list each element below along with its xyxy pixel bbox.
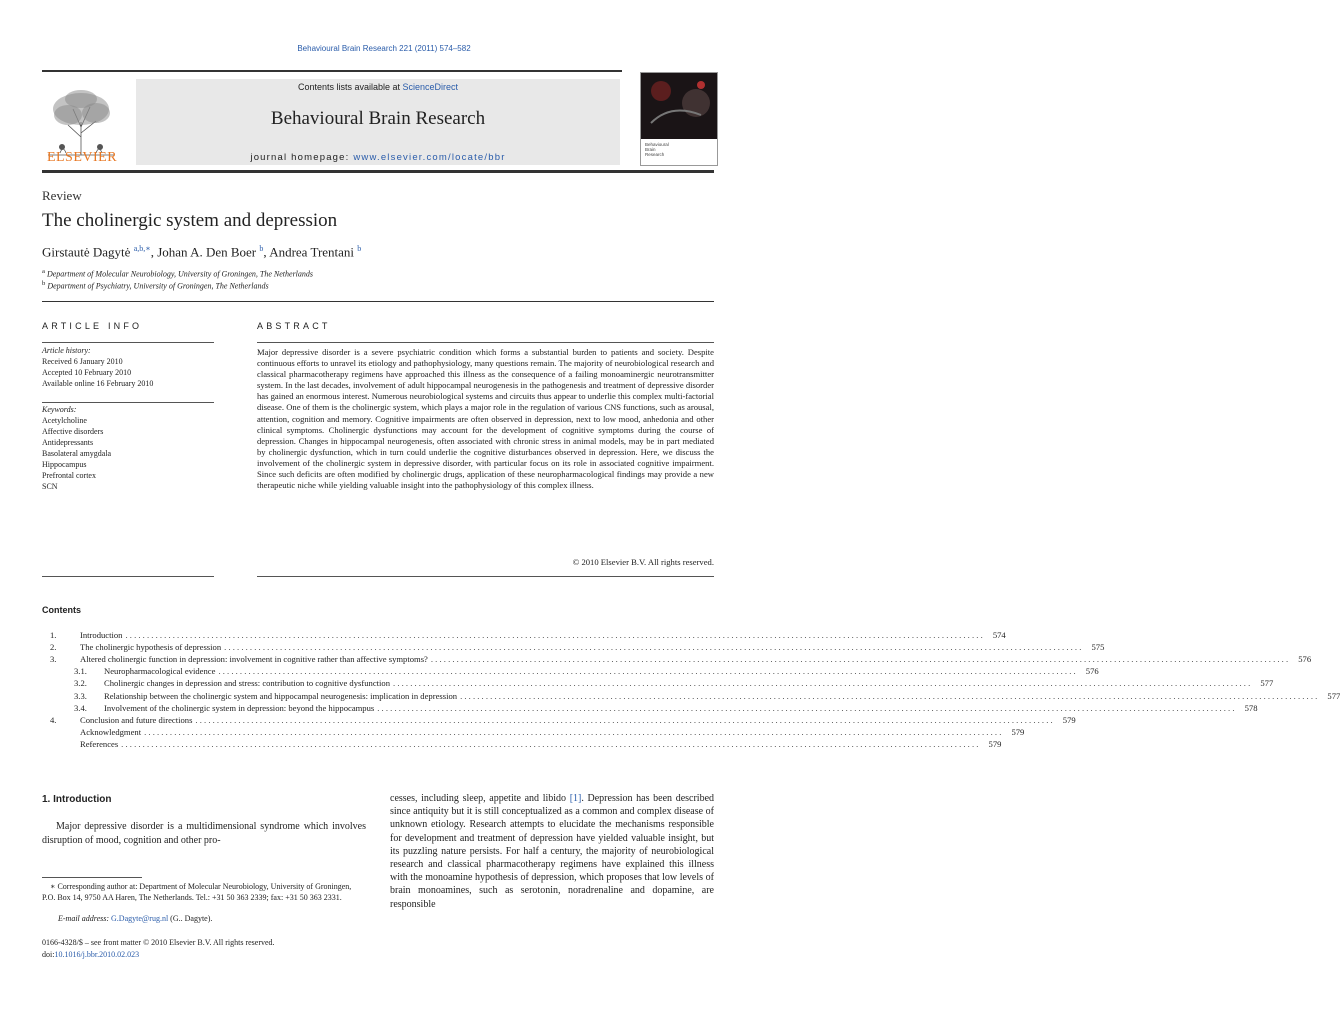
affiliation-text: Department of Molecular Neurobiology, University of Groningen, The Netherlands (46, 269, 314, 279)
toc-label[interactable]: Introduction (80, 630, 123, 640)
article-section-type: Review (42, 188, 82, 203)
keyword: Acetylcholine (42, 416, 87, 425)
toc-number: 4. (50, 714, 57, 725)
toc-number: 3.4. (74, 702, 87, 713)
doi-label: doi: (42, 950, 55, 959)
email-link[interactable]: G.Dagyte@rug.nl (111, 914, 169, 923)
toc-page: 574 (992, 630, 1006, 640)
toc-leader: . . . . . . . . . . . . . . . . . . . . . . . . . . . . . . . . . . . . . . . . . . . . . . . . . . . . . . . . . . . . . . . . . . . . . . . . . . . . . . . . . . . . . . . . . . . . . . . . . . . . . . . . . . . . . . . . . . . . . . . . . . . . . . . . . . . . . . . . . . . . . . . . . . . . . . . . . . . . . . . . . . . . . . . . . . . . . . . . . . . . . . . . . . . . . . . . . . . . . . . . (144, 726, 1002, 737)
history-entry: Received 6 January 2010 (42, 357, 123, 366)
affiliation-mark: b (42, 280, 46, 287)
masthead-bottom-rule (42, 170, 714, 173)
author-separator: , (150, 244, 158, 260)
toc-leader: . . . . . . . . . . . . . . . . . . . . . . . . . . . . . . . . . . . . . . . . . . . . . . . . . . . . . . . . . . . . . . . . . . . . . . . . . . . . . . . . . . . . . . . . . . . . . . . . . . . . . . . . . . . . . . . . . . . . . . . . . . . . . . . . . . . . . . . . . . . . . . . . . . . . . . . . . . . . . . . . . . . . . . . . . . . . . . . . . . . . . . . . . . . . . . . . . . . . . . . . (125, 630, 983, 640)
toc-number: 3.2. (74, 678, 87, 689)
keywords-heading: Keywords: (42, 405, 77, 414)
author-name: Andrea Trentani (269, 244, 355, 260)
contents-heading: Contents (42, 605, 81, 615)
elsevier-wordmark: ELSEVIER (46, 150, 118, 165)
abstract-body: Major depressive disorder is a severe psychiatric condition which forms a substantial burden to patients and society. Despite continuous efforts to unravel its etiology and pathophysiology, many questions remain. The majority of neurobiological research and classical pharmacotherapy regimens have approached this illness as the consequence of a failing monoaminergic neurotransmitter system. In the last decades, involvement of adult hippocampal neurogenesis in the pathogenesis and treatment of depressive disorder has gained an enormous interest. Numerous neurobiological systems and circuits thus appear to underlie this complex multi-factorial disease. One of them is the cholinergic system, which plays a major role in the regulation of various CNS functions, such as arousal, attention, cognition and memory. Cognitive impairments are often observed in depression, next to low mood, anhedonia and other clinical symptoms. Cholinergic dysfunctions may account for the development of cognitive symptoms during the course of depression. Changes in hippocampal neurogenesis, often associated with chronic stress in animal models, may be in part mediated by cholinergic dysfunction, which in turn could underlie the cognitive disturbances observed in depression. Here, we discuss the involvement of the cholinergic system in depressive disorder, with particular focus on its role in associated cognitive impairment. Since such deficits are often modified by cholinergic drugs, application of these neuropharmacological findings may provide a new therapeutic niche while yielding valuable insight into the pathophysiology of this complex illness. (257, 347, 714, 491)
toc-number: 3.1. (74, 666, 87, 677)
article-info-heading: ARTICLE INFO (42, 321, 143, 331)
article-history-heading: Article history: (42, 346, 91, 355)
toc-page: 575 (1091, 642, 1105, 653)
toc-page: 576 (1085, 666, 1099, 677)
introduction-continued (390, 792, 714, 911)
sciencedirect-link[interactable]: ScienceDirect (402, 82, 459, 92)
contents-availability (136, 82, 620, 92)
toc-label[interactable]: Cholinergic changes in depression and stress: contribution to cognitive dysfunction (104, 678, 391, 689)
toc-entry[interactable] (42, 690, 1340, 703)
toc-label[interactable]: Altered cholinergic function in depression: involvement in cognitive rather than affective symptoms? (80, 654, 428, 665)
article-info-rule (42, 576, 214, 577)
toc-page: 578 (1244, 702, 1258, 713)
keyword: Affective disorders (42, 427, 104, 436)
toc-entry[interactable] (42, 642, 1105, 654)
keyword: Basolateral amygdala (42, 449, 112, 458)
email-label: E-mail address: (58, 914, 112, 923)
toc-page: 579 (1062, 714, 1076, 725)
toc-leader: . . . . . . . . . . . . . . . . . . . . . . . . . . . . . . . . . . . . . . . . . . . . . . . . . . . . . . . . . . . . . . . . . . . . . . . . . . . . . . . . . . . . . . . . . . . . . . . . . . . . . . . . . . . . . . . . . . . . . . . . . . . . . . . . . . . . . . . . . . . . . . . . . . . . . . . . . . . . . . . . . . . . . . . . . . . . . . . . . . . . . . . . . . . . . . . . . . . . . . . . (195, 714, 1053, 725)
toc-leader: . . . . . . . . . . . . . . . . . . . . . . . . . . . . . . . . . . . . . . . . . . . . . . . . . . . . . . . . . . . . . . . . . . . . . . . . . . . . . . . . . . . . . . . . . . . . . . . . . . . . . . . . . . . . . . . . . . . . . . . . . . . . . . . . . . . . . . . . . . . . . . . . . . . . . . . . . . . . . . . . . . . . . . . . . . . . . . . . . . . . . . . . . . . . . . . . . . . . . . . . (460, 690, 1318, 701)
toc-page: 577 (1327, 690, 1340, 701)
body-text: cesses, including sleep, appetite and libido (390, 793, 570, 804)
article-info-rule (42, 342, 214, 343)
toc-label[interactable]: Conclusion and future directions (80, 714, 193, 725)
copyright-notice: © 2010 Elsevier B.V. All rights reserved. (572, 557, 714, 567)
toc-page: 579 (988, 738, 1002, 749)
toc-entry[interactable] (42, 678, 1274, 690)
reference-link[interactable]: [1] (569, 793, 582, 804)
toc-label[interactable]: Neuropharmacological evidence (104, 666, 216, 677)
toc-page: 577 (1260, 678, 1274, 689)
email-suffix: (G.. Dagyte). (168, 914, 213, 923)
affiliation-text: Department of Psychiatry, University of Groningen, The Netherlands (47, 281, 269, 291)
body-text: . Depression has been described since antiquity but it is still conceptualized as a common and complex disease of unknown etiology. Research attempts to elucidate the mechanisms responsible for development and treatment of depression have yielded valuable insight, but its puzzling nature persists. For half a century, the majority of neurobiological research and classical pharmacotherapy regimens have explained this illness with the monoamine hypothesis of depression, which proposes that low levels of brain monoamines, such as serotonin, noradrenaline and dopamine, are responsible (390, 793, 715, 910)
title-divider (42, 301, 714, 302)
toc-label[interactable]: The cholinergic hypothesis of depression (80, 642, 222, 653)
email-note (58, 914, 212, 923)
introduction-paragraph: Major depressive disorder is a multidimensional syndrome which involves disruption of mood, cognition and other pro- (42, 821, 366, 846)
toc-entry[interactable] (42, 726, 1025, 739)
toc-entry[interactable] (42, 666, 1099, 678)
toc-leader: . . . . . . . . . . . . . . . . . . . . . . . . . . . . . . . . . . . . . . . . . . . . . . . . . . . . . . . . . . . . . . . . . . . . . . . . . . . . . . . . . . . . . . . . . . . . . . . . . . . . . . . . . . . . . . . . . . . . . . . . . . . . . . . . . . . . . . . . . . . . . . . . . . . . . . . . . . . . . . . . . . . . . . . . . . . . . . . . . . . . . . . . . . . . . . . . . . . . . . . . (377, 702, 1235, 713)
author-list (42, 244, 361, 260)
corresponding-author-note: ∗ Corresponding author at: Department of Molecular Neurobiology, University of Groningen, P.O. Box 14, 9750 AA Haren, The Netherlands. Tel.: +31 50 363 2339; fax: +31 50 363 2331. (42, 882, 352, 902)
abstract-rule (257, 576, 714, 577)
toc-number: 2. (50, 642, 57, 653)
journal-citation[interactable]: Behavioural Brain Research 221 (2011) 574–582 (297, 44, 471, 53)
toc-entry[interactable] (42, 738, 1002, 751)
toc-leader: . . . . . . . . . . . . . . . . . . . . . . . . . . . . . . . . . . . . . . . . . . . . . . . . . . . . . . . . . . . . . . . . . . . . . . . . . . . . . . . . . . . . . . . . . . . . . . . . . . . . . . . . . . . . . . . . . . . . . . . . . . . . . . . . . . . . . . . . . . . . . . . . . . . . . . . . . . . . . . . . . . . . . . . . . . . . . . . . . . . . . . . . . . . . . . . . . . . . . . . . (224, 642, 1082, 653)
author-affiliation-mark[interactable]: b (357, 244, 362, 253)
keyword: SCN (42, 482, 58, 491)
toc-page: 579 (1011, 726, 1025, 737)
cover-title-line: Brain (645, 147, 656, 152)
masthead-top-rule (42, 70, 622, 72)
abstract-heading: ABSTRACT (257, 321, 331, 331)
toc-entry[interactable] (42, 702, 1258, 715)
history-entry: Available online 16 February 2010 (42, 379, 154, 388)
toc-entry[interactable] (42, 654, 1312, 666)
affiliation-mark: a (42, 268, 45, 275)
toc-page: 576 (1298, 654, 1312, 665)
toc-number: 1. (50, 630, 57, 640)
introduction-heading: 1. Introduction (42, 794, 112, 805)
toc-label[interactable]: Involvement of the cholinergic system in depression: beyond the hippocampus (104, 702, 375, 713)
author-separator: , (263, 244, 270, 260)
abstract-rule (257, 342, 714, 343)
toc-entry[interactable] (42, 630, 1006, 642)
affiliation (42, 268, 313, 279)
toc-label[interactable]: Acknowledgment (80, 726, 142, 737)
toc-leader: . . . . . . . . . . . . . . . . . . . . . . . . . . . . . . . . . . . . . . . . . . . . . . . . . . . . . . . . . . . . . . . . . . . . . . . . . . . . . . . . . . . . . . . . . . . . . . . . . . . . . . . . . . . . . . . . . . . . . . . . . . . . . . . . . . . . . . . . . . . . . . . . . . . . . . . . . . . . . . . . . . . . . . . . . . . . . . . . . . . . . . . . . . . . . . . . . . . . . . . . (121, 738, 979, 749)
keyword: Antidepressants (42, 438, 94, 447)
history-entry: Accepted 10 February 2010 (42, 368, 132, 377)
affiliation (42, 280, 269, 291)
journal-name: Behavioural Brain Research (270, 108, 486, 129)
author-name: Johan A. Den Boer (157, 244, 257, 260)
toc-label[interactable]: Relationship between the cholinergic system and hippocampal neurogenesis: implication in depression (104, 690, 458, 701)
toc-entry[interactable] (42, 714, 1076, 727)
cover-image-icon (641, 73, 717, 139)
toc-leader: . . . . . . . . . . . . . . . . . . . . . . . . . . . . . . . . . . . . . . . . . . . . . . . . . . . . . . . . . . . . . . . . . . . . . . . . . . . . . . . . . . . . . . . . . . . . . . . . . . . . . . . . . . . . . . . . . . . . . . . . . . . . . . . . . . . . . . . . . . . . . . . . . . . . . . . . . . . . . . . . . . . . . . . . . . . . . . . . . . . . . . . . . . . . . . . . . . . . . . . . (393, 678, 1251, 689)
toc-leader: . . . . . . . . . . . . . . . . . . . . . . . . . . . . . . . . . . . . . . . . . . . . . . . . . . . . . . . . . . . . . . . . . . . . . . . . . . . . . . . . . . . . . . . . . . . . . . . . . . . . . . . . . . . . . . . . . . . . . . . . . . . . . . . . . . . . . . . . . . . . . . . . . . . . . . . . . . . . . . . . . . . . . . . . . . . . . . . . . . . . . . . . . . . . . . . . . . . . . . . . (218, 666, 1076, 677)
cover-title-line: Research (645, 152, 665, 157)
doi-line (42, 950, 139, 959)
issn-line: 0166-4328/$ – see front matter © 2010 Elsevier B.V. All rights reserved. (42, 938, 275, 947)
toc-leader: . . . . . . . . . . . . . . . . . . . . . . . . . . . . . . . . . . . . . . . . . . . . . . . . . . . . . . . . . . . . . . . . . . . . . . . . . . . . . . . . . . . . . . . . . . . . . . . . . . . . . . . . . . . . . . . . . . . . . . . . . . . . . . . . . . . . . . . . . . . . . . . . . . . . . . . . . . . . . . . . . . . . . . . . . . . . . . . . . . . . . . . . . . . . . . . . . . . . . . . . (430, 654, 1289, 665)
article-info-rule (42, 402, 214, 403)
keyword: Hippocampus (42, 460, 87, 469)
journal-cover-thumbnail (640, 72, 718, 166)
toc-number: 3. (50, 654, 57, 665)
article-title: The cholinergic system and depression (42, 210, 338, 231)
homepage-prefix: journal homepage: (250, 152, 354, 163)
author-affiliation-mark[interactable]: b (259, 244, 264, 253)
toc-number: 3.3. (74, 690, 87, 701)
author-affiliation-mark[interactable]: a,b,∗ (133, 244, 151, 253)
keyword: Prefrontal cortex (42, 471, 96, 480)
journal-homepage (136, 152, 620, 163)
footnote-rule (42, 877, 142, 878)
doi-link[interactable]: 10.1016/j.bbr.2010.02.023 (54, 950, 140, 959)
cover-title-line: Behavioural (645, 142, 669, 147)
author-name: Girstautė Dagytė (42, 244, 131, 260)
homepage-link[interactable]: www.elsevier.com/locate/bbr (353, 152, 506, 163)
toc-label[interactable]: References (80, 738, 119, 749)
cover-title-area (641, 139, 717, 165)
contents-prefix: Contents lists available at (297, 82, 403, 92)
